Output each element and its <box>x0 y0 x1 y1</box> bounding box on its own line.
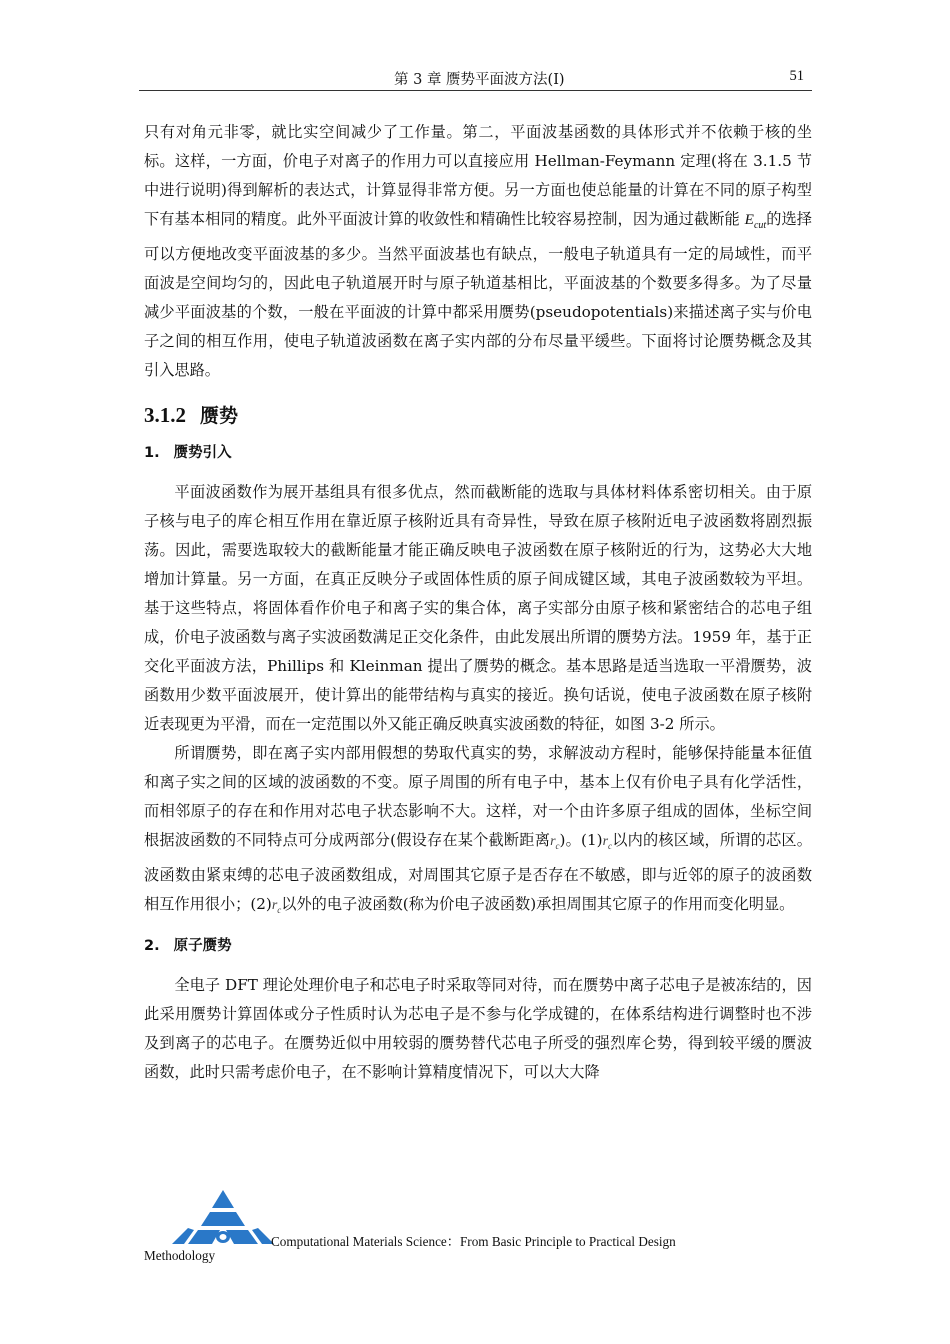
paragraph-intro-part1: 只有对角元非零，就比实空间减少了工作量。第二，平面波基函数的具体形式并不依赖于核的坐标。这样，一方面，价电子对离子的作用力可以直接应用 Hellman-Feymann 定理(将在 3.1.5 节中进行说明)得到解析的表达式，计算显得非常方便。另一方面也使总能量的计算在不同的原子构型下有基本相同的精度。此外平面波计算的收敛性和精确性比较容易控制，因为通过截断能 <box>144 123 812 228</box>
footer-book-title: Computational Materials Science：From Basic Principle to Practical Design <box>271 1234 676 1249</box>
cutoff-radius-symbol: $r_c$ <box>602 834 613 851</box>
section-number: 3.1.2 <box>144 403 186 428</box>
cutoff-radius-symbol: $r_c$ <box>550 834 560 851</box>
publisher-logo-icon <box>170 1188 276 1246</box>
chapter-title: 第 3 章 赝势平面波方法(I) <box>394 72 565 88</box>
subsection-title-2: 原子赝势 <box>173 937 232 954</box>
cutoff-energy-symbol: $E_{cut}$ <box>744 211 767 232</box>
page-footer <box>144 1188 844 1268</box>
section-heading <box>144 399 812 432</box>
paragraph-pseudopotential-intro: 平面波函数作为展开基组具有很多优点，然而截断能的选取与具体材料体系密切相关。由于原子核与电子的库仑相互作用在靠近原子核附近具有奇异性，导致在原子核附近电子波函数将剧烈振荡。因此，需要选取较大的截断能量才能正确反映电子波函数在原子核附近的行为，这势必大大地增加计算量。另一方面，在真正反映分子或固体性质的原子间成键区域，其电子波函数较为平坦。基于这些特点，将固体看作价电子和离子实的集合体，离子实部分由原子核和紧密结合的芯电子组成，价电子波函数与离子实波函数满足正交化条件，由此发展出所谓的赝势方法。1959 年，基于正交化平面波方法，Phillips 和 Kleinman 提出了赝势的概念。基本思路是适当选取一平滑赝势，波函数用少数平面波展开，使计算出的能带结构与真实的接近。换句话说，使电子波函数在原子核附近表现更为平滑，而在一定范围以外又能正确反映真实波函数的特征，如图 3-2 所示。 <box>144 483 812 734</box>
paragraph-atomic-pseudopotential: 全电子 DFT 理论处理价电子和芯电子时采取等同对待，而在赝势中离子芯电子是被冻结的，因此采用赝势计算固体或分子性质时认为芯电子是不参与化学成键的，在体系结构进行调整时也不涉及到离子的芯电子。在赝势近似中用较弱的赝势替代芯电子所受的强烈库仑势，得到较平缓的赝波函数，此时只需考虑价电子，在不影响计算精度情况下，可以大大降 <box>144 975 812 1081</box>
cutoff-radius-symbol: $r_c$ <box>271 897 282 915</box>
footer-book-title-continued: Methodology <box>144 1248 216 1263</box>
subsection-heading-1 <box>144 440 812 466</box>
section-title: 赝势 <box>200 405 239 428</box>
body-content <box>144 118 812 1087</box>
subsection-title-1: 赝势引入 <box>173 445 232 462</box>
subsection-number-2: 2. <box>144 937 160 954</box>
paragraph-pseudopotential-definition: 所谓赝势，即在离子实内部用假想的势取代真实的势，求解波动方程时，能够保持能量本征值和离子实之间的区域的波函数的不变。原子周围的所有电子中，基本上仅有价电子具有化学活性，而相邻原子的存在和作用对芯电子状态影响不大。这样，对一个由许多原子组成的固体，坐标空间根据波函数的不同特点可分成两部分(假设存在某个截断距离$r_c$)。$(1)r_c$以内的核区域，所谓的芯区。波函数由紧束缚的芯电子波函数组成，对周围其它原子是否存在不敏感，即与近邻的原子的波函数相互作用很小；$(2)r_c$以外的电子波函数(称为价电子波函数)承担周围其它原子的作用而变化明显。 <box>144 744 812 915</box>
paragraph-intro-part2: 的选择可以方便地改变平面波基的多少。当然平面波基也有缺点，一般电子轨道具有一定的局域性，而平面波是空间均匀的，因此电子轨道展开时与原子轨道基相比，平面波基的个数要多得多。为了尽量减少平面波基的个数，一般在平面波的计算中都采用赝势(pseudopotentials)来描述离子实与价电子之间的相互作用，使电子轨道波函数在离子实内部的分布尽量平缓些。下面将讨论赝势概念及其引入思路。 <box>144 210 812 380</box>
paragraph-intro <box>144 118 812 385</box>
subsection-heading-2 <box>144 933 812 959</box>
running-header <box>139 66 812 91</box>
page-number: 51 <box>789 68 804 84</box>
subsection-number-1: 1. <box>144 445 160 462</box>
